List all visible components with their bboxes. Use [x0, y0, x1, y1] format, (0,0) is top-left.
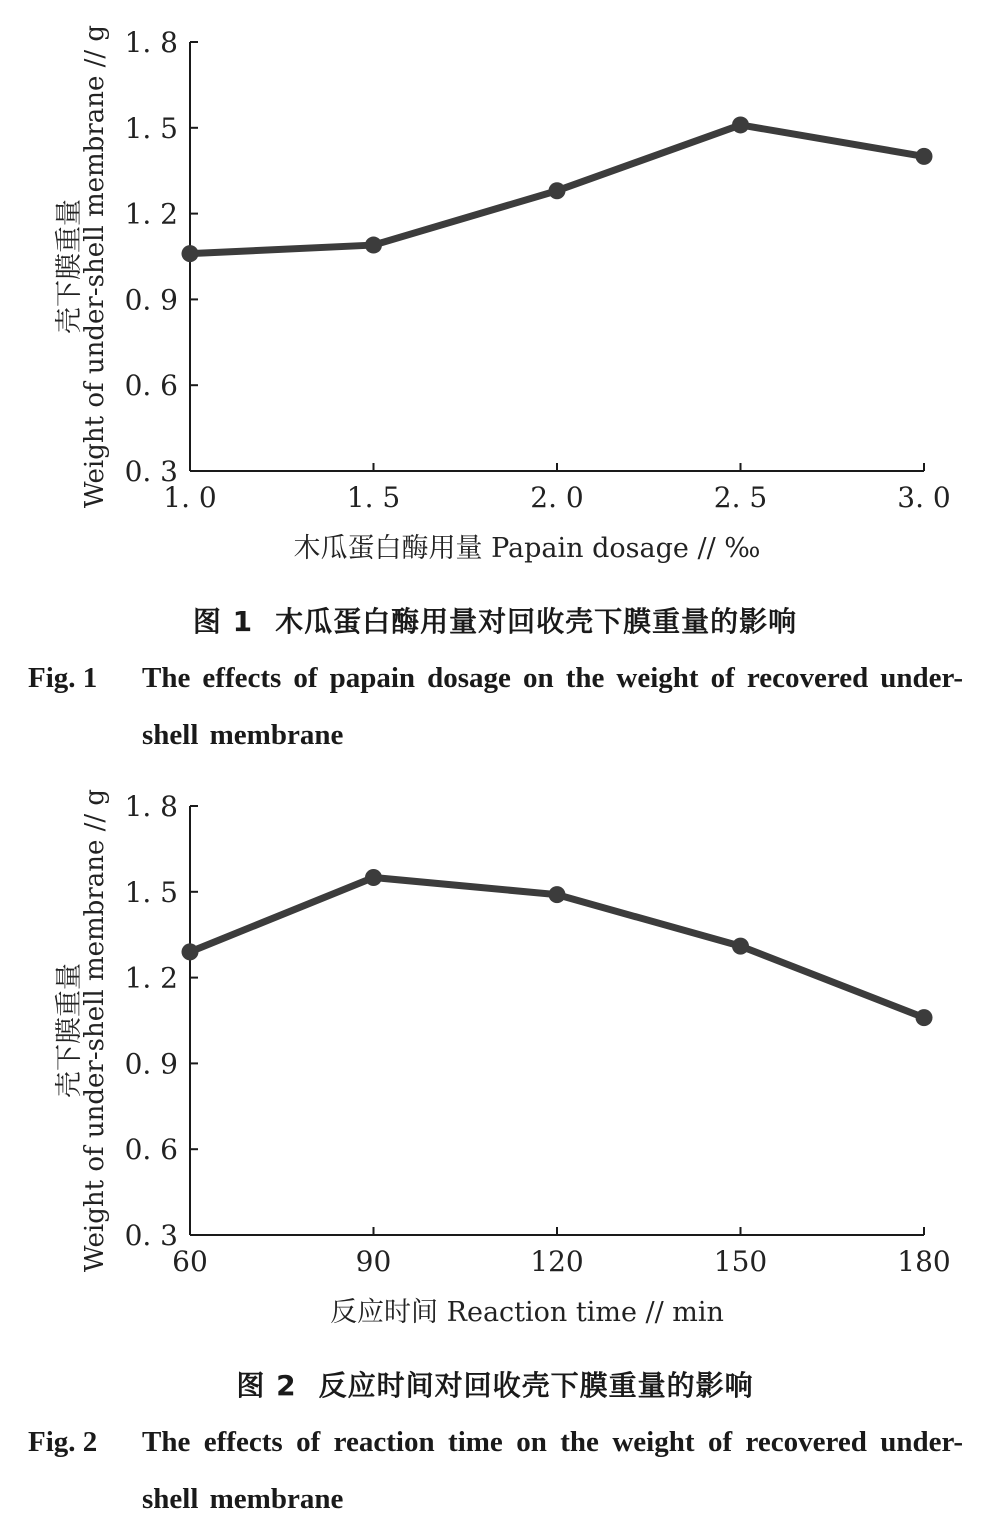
x-tick-label: 90 — [355, 1245, 392, 1278]
x-tick-label: 2. 5 — [713, 481, 768, 514]
y-tick-label: 1. 5 — [124, 875, 178, 909]
figure-1-caption-en — [28, 650, 963, 764]
y-tick-label: 0. 3 — [124, 1219, 178, 1252]
x-tick-label: 2. 0 — [530, 481, 584, 514]
x-tick-label: 180 — [897, 1245, 951, 1278]
y-tick-label: 0. 9 — [124, 283, 178, 317]
x-tick-label: 150 — [713, 1245, 768, 1278]
x-axis-label: 反应时间 Reaction time // min — [330, 1297, 724, 1328]
data-point — [365, 869, 382, 886]
figure-2-number-cn: 图 2 — [236, 1369, 297, 1402]
figure-2-number-en: Fig. 2 — [28, 1426, 98, 1458]
y-tick-label: 1. 2 — [124, 961, 178, 995]
y-tick-label: 1. 5 — [124, 111, 178, 145]
y-axis-label-en: Weight of under-shell membrane // g — [80, 788, 110, 1273]
y-axis-label-cn: 壳下膜重量 — [54, 963, 85, 1098]
data-point — [732, 938, 749, 955]
chart-reaction-time — [0, 764, 990, 1344]
data-point — [182, 245, 199, 262]
x-axis-label: 木瓜蛋白酶用量 Papain dosage // ‰ — [293, 533, 761, 564]
figure-1-caption-cn — [0, 600, 990, 640]
figure-1-number-en: Fig. 1 — [28, 662, 98, 694]
x-tick-label: 1. 5 — [346, 481, 401, 514]
x-tick-label: 60 — [172, 1245, 208, 1278]
figure-2-title-cn: 反应时间对回收壳下膜重量的影响 — [318, 1369, 754, 1402]
figure-2-caption-en — [28, 1414, 963, 1528]
figure-1-title-en: The effects of papain dosage on the weight of recovered under-shell membrane — [142, 662, 963, 751]
y-tick-label: 0. 6 — [124, 369, 178, 403]
data-point — [916, 148, 933, 165]
y-tick-label: 0. 6 — [124, 1133, 178, 1167]
y-axis-label-en: Weight of under-shell membrane // g — [80, 24, 110, 509]
data-point — [182, 943, 199, 960]
data-point — [916, 1009, 933, 1026]
figure-2-caption-cn — [0, 1364, 990, 1404]
data-point — [732, 116, 749, 133]
data-point — [549, 886, 566, 903]
y-tick-label: 1. 8 — [124, 26, 178, 59]
figure-1-number-cn: 图 1 — [192, 605, 254, 638]
y-tick-label: 1. 2 — [124, 197, 178, 231]
figure-2-title-en: The effects of reaction time on the weight of recovered under-shell membrane — [142, 1426, 963, 1515]
y-tick-label: 0. 9 — [124, 1047, 178, 1081]
chart-papain-dosage — [0, 0, 990, 580]
x-tick-label: 3. 0 — [897, 481, 951, 514]
y-tick-label: 1. 8 — [124, 790, 178, 823]
y-tick-label: 0. 3 — [124, 455, 178, 488]
x-tick-label: 1. 0 — [163, 481, 217, 514]
y-axis-label-cn: 壳下膜重量 — [54, 199, 85, 334]
data-point — [549, 182, 566, 199]
data-point — [365, 237, 382, 254]
figure-1-title-cn: 木瓜蛋白酶用量对回收壳下膜重量的影响 — [275, 605, 798, 638]
x-tick-label: 120 — [530, 1245, 584, 1278]
